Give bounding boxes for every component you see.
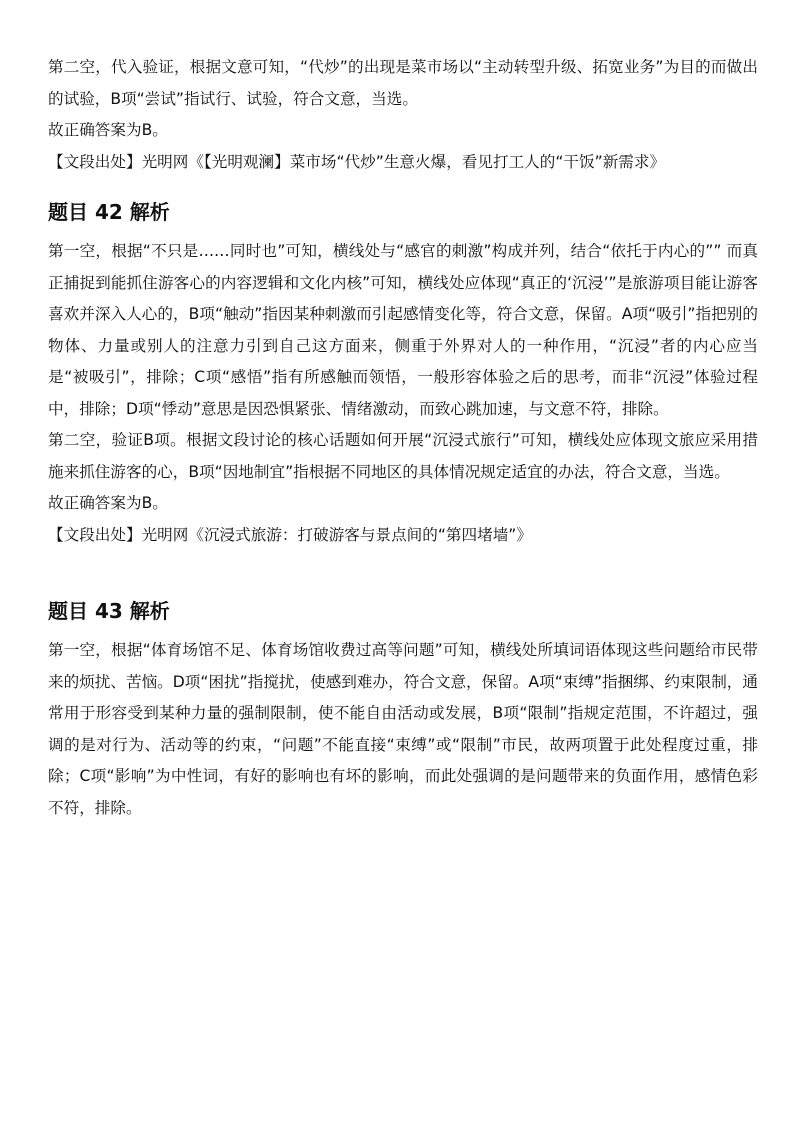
q41-source: 【文段出处】光明网《【光明观澜】菜市场“代炒”生意火爆，看见打工人的“干饭”新需求》	[48, 152, 666, 171]
q42-paragraph-1: 第一空，根据“不只是……同时也”可知，横线处与“感官的刺激”构成并列，结合“依托于内心的”” 而真正捕捉到能抓住游客心的内容逻辑和文化内核”可知，横线处应体现“真正的‘沉浸’”是旅游项目能让游客喜欢并深入人心的，B项“触动”指因某种刺激而引起感情变化等，符合文意，保留。A项“吸引”指把别的物体、力量或别人的注意力引到自己这方面来，侧重于外界对人的一种作用，“沉浸”者的内心应当是“被吸引”，排除；C项“感悟”指有所感触而领悟，一般形容体验之后的思考，而非“沉浸”体验过程中，排除；D项“悸动”意思是因恐惧紧张、情绪激动，而致心跳加速，与文意不符，排除。	[48, 242, 758, 418]
q41-paragraph-2: 第二空，代入验证，根据文意可知，“代炒”的出现是菜市场以“主动转型升级、拓宽业务”为目的而做出的试验，B项“尝试”指试行、试验，符合文意，当选。	[48, 58, 758, 108]
q42-source: 【文段出处】光明网《沉浸式旅游：打破游客与景点间的“第四堵墙”》	[48, 525, 532, 544]
q42-answer: 故正确答案为B。	[48, 494, 168, 512]
q42-heading: 题目 42 解析	[48, 200, 170, 224]
q42-paragraph-2: 第二空，验证B项。根据文段讨论的核心话题如何开展“沉浸式旅行”可知，横线处应体现文旅应采用措施来抓住游客的心，B项“因地制宜”指根据不同地区的具体情况规定适宜的办法，符合文意，当选。	[48, 431, 758, 481]
q41-answer: 故正确答案为B。	[48, 121, 168, 139]
q43-paragraph-1: 第一空，根据“体育场馆不足、体育场馆收费过高等问题”可知，横线处所填词语体现这些问题给市民带来的烦扰、苦恼。D项“困扰”指搅扰，使感到难办，符合文意，保留。A项“束缚”指捆绑、约束限制，通常用于形容受到某种力量的强制限制，使不能自由活动或发展，B项“限制”指规定范围，不许超过，强调的是对行为、活动等的约束，“问题”不能直接“束缚”或“限制”市民，故两项置于此处程度过重，排除；C项“影响”为中性词，有好的影响也有坏的影响，而此处强调的是问题带来的负面作用，感情色彩不符，排除。	[48, 641, 758, 817]
q43-heading: 题目 43 解析	[48, 599, 170, 623]
document-page	[48, 52, 758, 824]
